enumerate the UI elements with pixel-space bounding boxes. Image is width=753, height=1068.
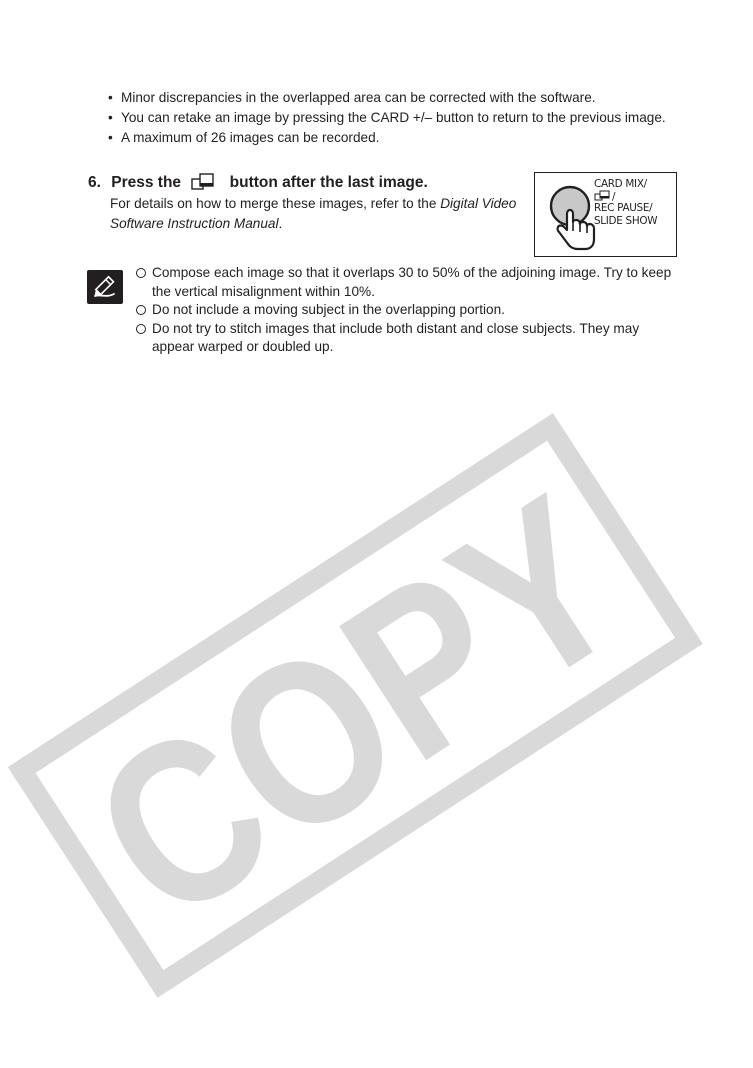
stitch-assist-icon <box>191 173 219 191</box>
step-heading-before: Press the <box>111 174 182 191</box>
button-label <box>594 178 657 227</box>
bullet-item: • You can retake an image by pressing the CARD +/– button to return to the previous image. <box>108 108 683 128</box>
step-body-end: . <box>278 216 283 231</box>
circle-bullet-icon <box>136 324 146 334</box>
step-body-text: For details on how to merge these images, refer to the <box>110 196 441 211</box>
button-label-line: SLIDE SHOW <box>594 214 658 227</box>
circle-bullet-icon <box>136 268 146 278</box>
bullet-item: • Minor discrepancies in the overlapped area can be corrected with the software. <box>108 88 683 108</box>
step-description <box>110 194 530 234</box>
bullet-list <box>108 88 683 148</box>
stitch-assist-icon <box>594 190 612 201</box>
note-item: Do not include a moving subject in the overlapping portion. <box>136 301 681 320</box>
bullet-item: • A maximum of 26 images can be recorded. <box>108 128 683 148</box>
button-label-line: CARD MIX/ <box>594 178 647 190</box>
watermark-text: COPY <box>52 395 746 971</box>
step-heading-after: button after the last image. <box>229 174 428 191</box>
button-illustration <box>534 172 677 257</box>
step-number: 6. <box>88 174 101 191</box>
button-label-line: REC PAUSE/ <box>594 202 653 215</box>
note-item: Compose each image so that it overlaps 30 to 50% of the adjoining image. Try to keep the vertical misalignment within 10%. <box>136 264 681 301</box>
step-heading <box>88 173 428 193</box>
finger-pressing-button-icon <box>543 180 599 252</box>
button-label-line: / <box>594 190 657 202</box>
circle-bullet-icon <box>136 305 146 315</box>
pencil-note-icon <box>87 270 123 304</box>
notes-list <box>136 264 681 357</box>
note-item: Do not try to stitch images that include both distant and close subjects. They may appear warped or doubled up. <box>136 320 681 357</box>
manual-title: Digital Video Software Instruction Manual <box>110 196 517 231</box>
